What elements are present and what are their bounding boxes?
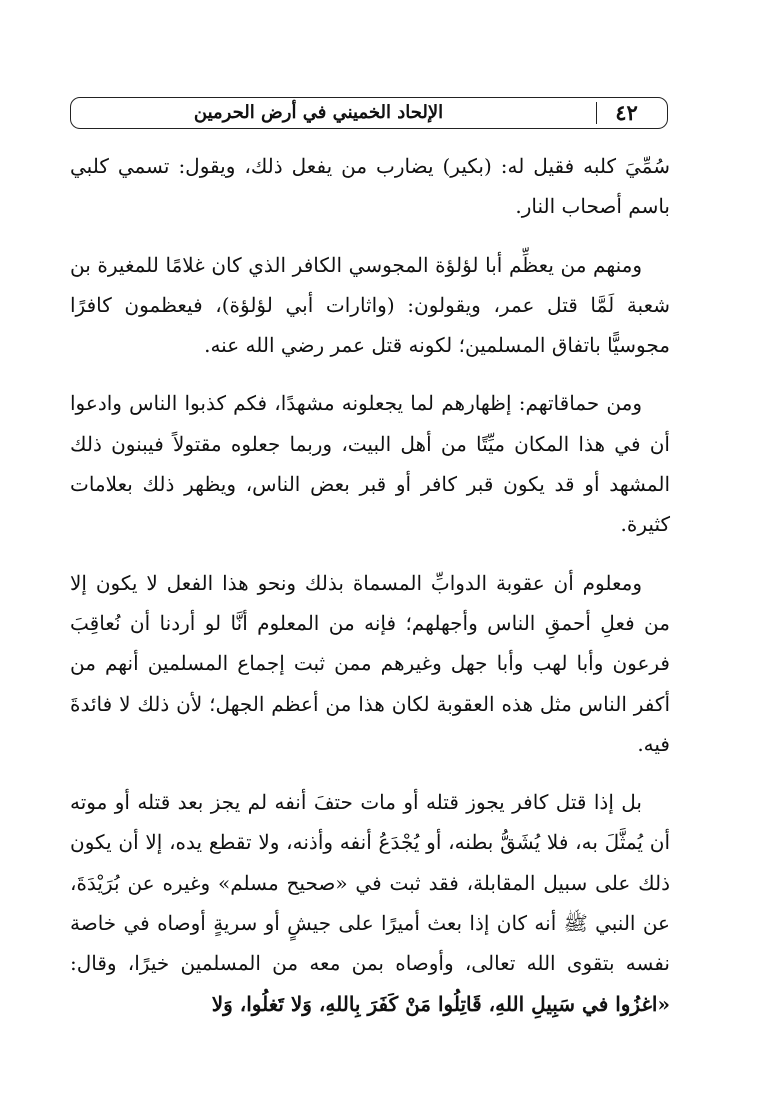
paragraph-5 xyxy=(70,782,670,1024)
page-body xyxy=(70,146,670,1042)
paragraph-4: ومعلوم أن عقوبة الدوابِّ المسماة بذلك ونحو هذا الفعل لا يكون إلا من فعلِ أحمقِ الناس وأجهلهم؛ فإنه من المعلوم أنَّا لو أردنا أن نُعاقِبَ فرعون وأبا لهب وأبا جهل وغيرهم ممن ثبت إجماع المسلمين أنهم من أكفر الناس مثل هذه العقوبة لكان هذا من أعظم الجهل؛ لأن ذلك لا فائدةَ فيه. xyxy=(70,570,670,756)
paragraph-2: ومنهم من يعظِّم أبا لؤلؤة المجوسي الكافر الذي كان غلامًا للمغيرة بن شعبة لَمَّا قتل عمر، ويقولون: (واثارات أبي لؤلؤة)، فيعظمون كافرًا مجوسيًّا باتفاق المسلمين؛ لكونه قتل عمر رضي الله عنه. xyxy=(70,252,670,358)
hadith-quote: «اغزُوا في سَبِيلِ اللهِ، قَاتِلُوا مَنْ كَفَرَ بِاللهِ، وَلا تَغلُوا، وَلا xyxy=(211,991,670,1016)
book-title: الإلحاد الخميني في أرض الحرمين xyxy=(193,102,444,123)
paragraph-3: ومن حماقاتهم: إظهارهم لما يجعلونه مشهدًا، فكم كذبوا الناس وادعوا أن في هذا المكان ميِّتًا من أهل البيت، وربما جعلوه مقتولاً فيبنون ذلك المشهد أو قد يكون قبر كافر أو قبر بعض الناس، ويظهر ذلك بعلامات كثيرة. xyxy=(70,391,670,537)
page-number: ٤٢ xyxy=(615,100,638,125)
paragraph-5-text: بل إذا قتل كافر يجوز قتله أو مات حتفَ أنفه لم يجز بعد قتله أو موته أن يُمثَّلَ به، فلا يُشَقُّ بطنه، أو يُجْدَعُ أنفه وأذنه، ولا تقطع يده، إلا أن يكون ذلك على سبيل المقابلة، فقد ثبت في «صحيح مسلم» وغيره عن بُرَيْدَةَ، عن النبي ﷺ أنه كان إذا بعث أميرًا على جيشٍ أو سريةٍ أوصاه في خاصة نفسه بتقوى الله تعالى، وأوصاه بمن معه من المسلمين خيرًا، وقال: xyxy=(70,790,670,976)
running-header xyxy=(70,97,668,129)
paragraph-1: سُمِّيَ كلبه فقيل له: (بكير) يضارب من يفعل ذلك، ويقول: تسمي كلبي باسم أصحاب النار. xyxy=(70,154,670,219)
header-divider xyxy=(596,102,597,124)
